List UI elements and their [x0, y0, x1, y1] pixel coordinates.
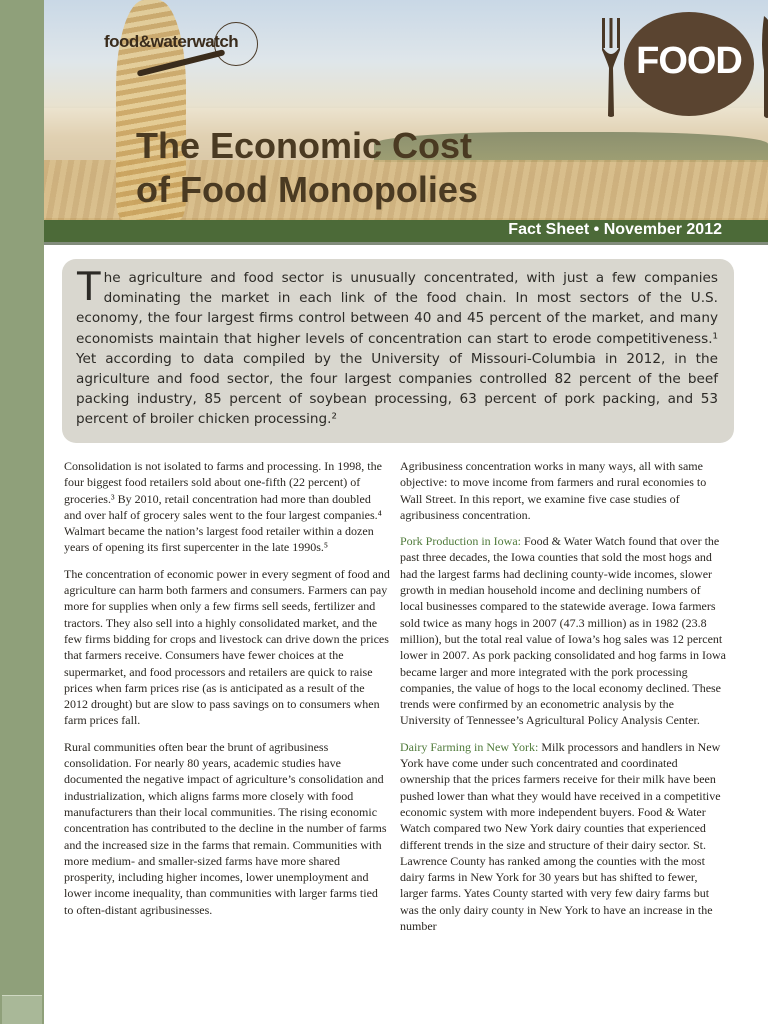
- right-paragraph-1: Agribusiness concentration works in many ways, all with same objective: to move income from farmers and rural economies to Wall Street. In this report, we examine five case studies of agribusiness concentration.: [400, 459, 707, 522]
- left-column: [64, 458, 390, 928]
- intro-box: [62, 259, 734, 443]
- food-badge: [624, 12, 754, 116]
- intro-text: he agriculture and food sector is unusually concentrated, with just a few companies dominating the market in each link of the food chain. In most sectors of the U.S. economy, the four largest firms control between 40 and 45 percent of the market, and many economists maintain that higher levels of concentration can start to erode competitiveness.¹ Yet according to data compiled by the University of Missouri-Columbia in 2012, in the agriculture and food sector, the four largest companies controlled 82 percent of the beef packing industry, 85 percent of soybean processing, 63 percent of pork packing, and 53 percent of broiler chicken processing.²: [76, 270, 718, 428]
- side-bar-foot: [2, 995, 42, 1024]
- food-badge-label: FOOD: [636, 40, 742, 82]
- knife-icon: [758, 16, 768, 120]
- pork-iowa-text: Food & Water Watch found that over the past three decades, the Iowa counties that sold the most hogs and had the largest farms had declining county-wide incomes, slower growth in median household income and declining numbers of local businesses compared to the statewide average. Iowa farmers sold twice as many hogs in 2007 (47.3 million) as in 1982 (23.8 million), but the total real value of Iowa’s hog sales was 12 percent lower in 2007. As pork packing consolidated and hog farms in Iowa became larger and more integrated with the pork processing companies, the value of hogs to the local economy declined. These trends were confirmed by an econometric analysis by the University of Tennessee’s Agricultural Policy Analysis Center.: [400, 534, 726, 728]
- logo-swoosh-icon: [137, 49, 226, 77]
- right-paragraph-2: [400, 533, 726, 729]
- title-line-1: The Economic Cost: [136, 125, 473, 166]
- dairy-ny-heading: Dairy Farming in New York:: [400, 739, 539, 754]
- org-logo: [104, 30, 264, 82]
- dairy-ny-text: Milk processors and handlers in New York have come under such concentrated and coordinated ownership that the prices farmers receive for their milk have been pushed lower than what they would have received in a competitive economic system with more independent buyers. Food & Water Watch compared two New York dairy counties that experienced different trends in the size and structure of their dairy sector. St. Lawrence County has ranked among the counties with the most dairy farms in New York for 30 years but has shifted to fewer, larger farms. Yates County started with very few dairy farms but was the only dairy county in New York to have an increase in the number: [400, 739, 721, 934]
- title-line-2: of Food Monopolies: [136, 169, 478, 210]
- fact-sheet-strip: [44, 220, 768, 242]
- logo-text: food&waterwatch: [104, 32, 239, 51]
- page-title: [136, 124, 656, 212]
- fact-sheet-date: Fact Sheet • November 2012: [508, 221, 722, 238]
- right-column: [400, 458, 726, 944]
- pork-iowa-heading: Pork Production in Iowa:: [400, 534, 521, 549]
- right-paragraph-3: [400, 739, 726, 935]
- fork-icon: [600, 18, 622, 118]
- strip-shadow: [44, 242, 768, 245]
- side-bar: [0, 0, 44, 1024]
- header-banner: [44, 0, 768, 220]
- left-paragraph-2: The concentration of economic power in every segment of food and agriculture can harm both farmers and consumers. Farmers can pay more for supplies when only a few firms sell seeds, fertilizer and tractors. They also sell into a highly consolidated market, and the few firms bidding for crops and livestock can drive down the prices that farmers receive. Consumers have fewer choices at the supermarket, and food processors and retailers are quick to raise prices when farm prices rise (as is anticipated as a result of the 2012 drought) but are slow to pass savings on to consumers when farm prices fall.: [64, 566, 390, 728]
- left-paragraph-1: Consolidation is not isolated to farms and processing. In 1998, the four biggest food retailers sold about one-fifth (22 percent) of groceries.³ By 2010, retail concentration had more than doubled and over half of grocery sales went to the four largest companies.⁴ Walmart became the nation’s largest food retailer within a dozen years of opening its first supercenter in the late 1990s.⁵: [64, 459, 382, 555]
- drop-cap: T: [76, 262, 102, 309]
- intro-paragraph: [76, 262, 718, 430]
- left-paragraph-3: Rural communities often bear the brunt of agribusiness consolidation. For nearly 80 years, academic studies have documented the negative impact of agriculture’s consolidation and industrialization, which aligns farms more closely with food manufacturers than their local communities. The rising economic concentration has contributed to the decline in the number of farms and the increased size in the farms that remain. Communities with more medium- and smaller-sized farms have more shared prosperity, including higher incomes, lower unemployment and lower income inequality, than communities with larger farms tied to often-distant agribusinesses.: [64, 739, 387, 917]
